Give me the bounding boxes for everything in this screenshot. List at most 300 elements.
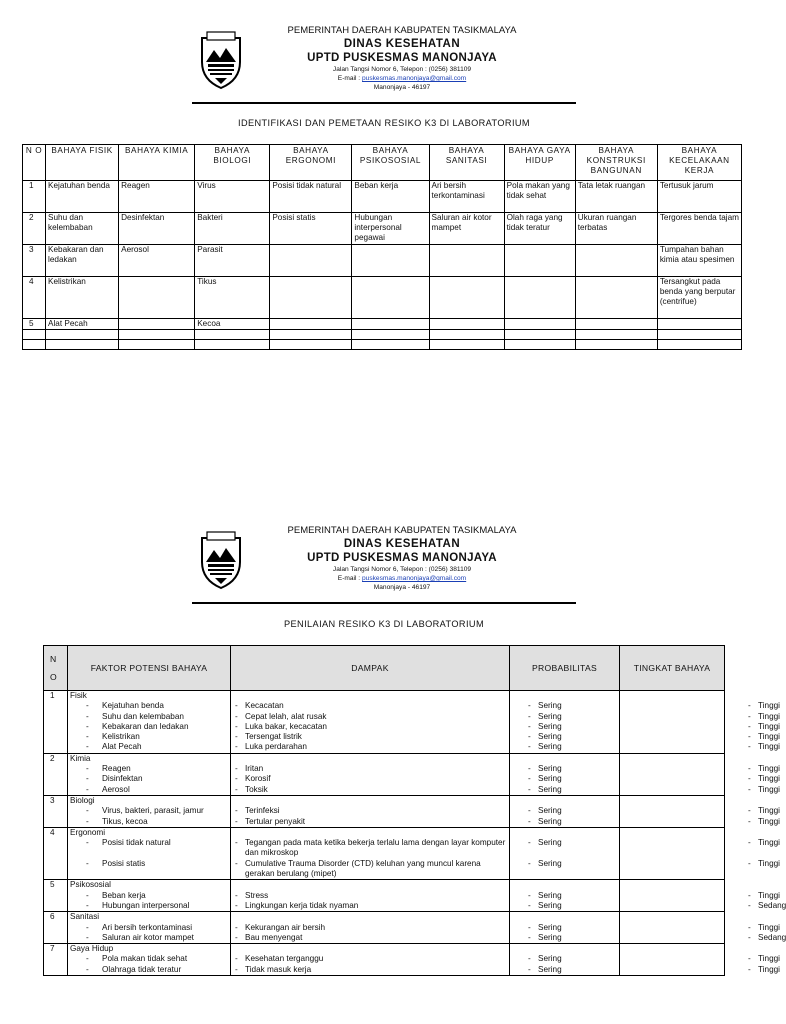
col-header: PROBABILITAS [510, 646, 620, 691]
impact-text: Korosif [245, 774, 271, 784]
letterhead-text [228, 524, 576, 592]
table-cell [429, 340, 504, 350]
group-title: Ergonomi [70, 827, 106, 837]
row-number: 5 [44, 880, 68, 912]
factor-text: Disinfektan [102, 774, 143, 784]
impact-cell [231, 912, 510, 944]
bullet-dash: - [86, 900, 89, 910]
bullet-dash: - [235, 764, 238, 774]
prob-text: Sering [538, 964, 562, 974]
table-cell: Tumpahan bahan kimia atau spesimen [657, 245, 741, 277]
bullet-dash: - [235, 964, 238, 974]
department-name: DINAS KESEHATAN [343, 38, 461, 50]
probability-cell [510, 691, 620, 754]
bullet-dash: - [748, 858, 751, 868]
table-cell: Kebakaran dan ledakan [46, 245, 119, 277]
level-text: Sedang [758, 900, 786, 910]
table-cell [429, 277, 504, 319]
list-item [233, 742, 507, 752]
table-cell [352, 319, 429, 330]
risk-group-row [44, 691, 725, 754]
unit-name: UPTD PUSKESMAS MANONJAYA [307, 52, 497, 64]
bullet-dash: - [235, 732, 238, 742]
table-cell: Tata letak ruangan [575, 181, 657, 213]
list-item [233, 764, 507, 774]
table-cell [270, 277, 352, 319]
impact-text: Stress [245, 890, 269, 900]
list-item [622, 900, 786, 911]
list-item [233, 712, 507, 722]
table-cell [23, 330, 46, 340]
group-title: Biologi [70, 795, 95, 805]
letterhead [192, 24, 576, 104]
impact-text: Kekurangan air bersih [245, 922, 326, 932]
list-item [233, 806, 507, 816]
col-header: N O [44, 646, 68, 691]
list-item [233, 901, 507, 911]
level-text: Tinggi [758, 838, 780, 848]
list-item [512, 933, 617, 943]
list-item [622, 774, 780, 784]
table-cell: Posisi statis [270, 213, 352, 245]
bullet-dash: - [528, 932, 531, 942]
table-cell [657, 330, 741, 340]
bullet-dash: - [748, 838, 751, 848]
level-text: Tinggi [758, 890, 780, 900]
prob-text: Sering [538, 858, 562, 868]
impact-text: Tersengat listrik [245, 732, 302, 742]
list-item [233, 817, 507, 827]
hazard-factor-cell [68, 691, 231, 754]
bullet-dash: - [86, 764, 89, 774]
level-text: Tinggi [758, 784, 780, 794]
risk-group-row [44, 912, 725, 944]
prob-text: Sering [538, 838, 562, 848]
document-title: IDENTIFIKASI DAN PEMETAAN RESIKO K3 DI LABORATORIUM [238, 118, 530, 128]
factor-text: Olahraga tidak teratur [102, 964, 182, 974]
list-item [70, 817, 228, 827]
level-text: Sedang [758, 932, 786, 942]
table-cell: Reagen [119, 181, 195, 213]
bullet-dash: - [86, 721, 89, 731]
impact-text: Kesehatan terganggu [245, 954, 324, 964]
bullet-dash: - [748, 774, 751, 784]
table-cell [504, 245, 575, 277]
bullet-dash: - [528, 922, 531, 932]
table-cell [504, 277, 575, 319]
impact-text: Tertular penyakit [245, 816, 306, 826]
list-item [70, 954, 228, 964]
list-item [622, 806, 780, 816]
bullet-dash: - [528, 721, 531, 731]
impact-cell [231, 753, 510, 795]
list-item [70, 838, 228, 859]
government-name: PEMERINTAH DAERAH KABUPATEN TASIKMALAYA [287, 25, 517, 36]
hazard-factor-cell [68, 944, 231, 976]
list-item [70, 933, 228, 943]
table-cell: Kecoa [195, 319, 270, 330]
prob-text: Sering [538, 774, 562, 784]
prob-text: Sering [538, 900, 562, 910]
bullet-dash: - [748, 806, 751, 816]
list-item [622, 964, 780, 975]
impact-text: Luka perdarahan [245, 742, 307, 752]
list-item [622, 890, 780, 901]
list-item [622, 922, 780, 933]
bullet-dash: - [235, 711, 238, 721]
bullet-dash: - [528, 711, 531, 721]
factor-text: Posisi tidak natural [102, 838, 171, 848]
page-identification [0, 0, 768, 500]
table-cell [270, 245, 352, 277]
table-cell [352, 340, 429, 350]
bullet-dash: - [748, 711, 751, 721]
table-cell: Suhu dan kelembaban [46, 213, 119, 245]
impact-cell [231, 944, 510, 976]
table-row [23, 181, 742, 213]
bullet-dash: - [235, 784, 238, 794]
risk-group-row [44, 795, 725, 827]
table-row [23, 340, 742, 350]
bullet-dash: - [748, 954, 751, 964]
bullet-dash: - [235, 806, 238, 816]
list-item [512, 817, 617, 827]
bullet-dash: - [528, 890, 531, 900]
impact-text: Tegangan pada mata ketika bekerja terlalu lama dengan layar komputer dan mikroskop [245, 838, 506, 858]
table-cell: Desinfektan [119, 213, 195, 245]
impact-text: Iritan [245, 764, 264, 774]
bullet-dash: - [86, 954, 89, 964]
row-number: 3 [44, 795, 68, 827]
table-cell [429, 319, 504, 330]
table-cell [575, 340, 657, 350]
hazard-factor-cell [68, 795, 231, 827]
factor-text: Kebakaran dan ledakan [102, 721, 189, 731]
table-cell: Tergores benda tajam [657, 213, 741, 245]
bullet-dash: - [748, 964, 751, 974]
list-item [70, 732, 228, 742]
impact-cell [231, 880, 510, 912]
col-header: BAHAYA KONSTRUKSI BANGUNAN [575, 145, 657, 181]
table-cell [119, 319, 195, 330]
group-title: Fisik [70, 691, 87, 700]
list-item [512, 742, 617, 752]
bullet-dash: - [235, 838, 238, 848]
bullet-dash: - [748, 900, 751, 910]
table-cell: Kelistrikan [46, 277, 119, 319]
email-label: E-mail : [337, 75, 361, 82]
header-row [23, 145, 742, 181]
list-item [233, 732, 507, 742]
hazard-factor-cell [68, 827, 231, 879]
prob-text: Sering [538, 932, 562, 942]
level-text: Tinggi [758, 764, 780, 774]
factor-text: Hubungan interpersonal [102, 900, 190, 910]
list-item [70, 712, 228, 722]
list-item [622, 711, 780, 722]
bullet-dash: - [235, 922, 238, 932]
factor-text: Virus, bakteri, parasit, jamur [102, 806, 204, 816]
list-item [233, 859, 507, 880]
bullet-dash: - [748, 742, 751, 752]
factor-text: Alat Pecah [102, 742, 142, 752]
list-item [70, 764, 228, 774]
col-header: FAKTOR POTENSI BAHAYA [68, 646, 231, 691]
group-title: Gaya Hidup [70, 944, 114, 954]
list-item [233, 774, 507, 784]
table-cell [504, 340, 575, 350]
group-title: Psikososial [70, 880, 111, 890]
table-cell: Tersangkut pada benda yang berputar (centrifue) [657, 277, 741, 319]
bullet-dash: - [86, 922, 89, 932]
col-header: N O [23, 145, 46, 181]
level-text: Tinggi [758, 954, 780, 964]
table-cell [429, 330, 504, 340]
list-item [70, 891, 228, 901]
list-item [70, 701, 228, 711]
bullet-dash: - [86, 806, 89, 816]
bullet-dash: - [86, 784, 89, 794]
bullet-dash: - [86, 774, 89, 784]
hazard-factor-cell [68, 753, 231, 795]
list-item [512, 965, 617, 975]
hazard-level-cell [620, 691, 780, 754]
list-item [512, 722, 617, 732]
document-title: PENILAIAN RESIKO K3 DI LABORATORIUM [283, 619, 484, 629]
table-cell [119, 340, 195, 350]
list-item [233, 701, 507, 711]
bullet-dash: - [528, 816, 531, 826]
table-cell: Olah raga yang tidak teratur [504, 213, 575, 245]
list-item [70, 742, 228, 752]
hazard-identification-table [22, 144, 742, 350]
prob-text: Sering [538, 701, 562, 711]
impact-cell [231, 795, 510, 827]
row-number: 7 [44, 944, 68, 976]
impact-text: Luka bakar, kecacatan [245, 721, 327, 731]
impact-cell [231, 827, 510, 879]
level-text: Tinggi [758, 732, 780, 742]
list-item [512, 785, 617, 795]
table-cell [657, 340, 741, 350]
table-cell: 3 [23, 245, 46, 277]
risk-group-row [44, 880, 725, 912]
list-item [70, 774, 228, 784]
list-item [233, 838, 507, 859]
risk-group-row [44, 753, 725, 795]
table-cell [657, 319, 741, 330]
bullet-dash: - [748, 784, 751, 794]
list-item [512, 891, 617, 901]
bullet-dash: - [235, 816, 238, 826]
prob-text: Sering [538, 784, 562, 794]
probability-cell [510, 944, 620, 976]
table-cell [352, 245, 429, 277]
impact-text: Terinfeksi [245, 806, 280, 816]
hazard-level-cell [620, 827, 780, 879]
factor-text: Beban kerja [102, 890, 146, 900]
list-item [622, 732, 780, 742]
table-cell: 5 [23, 319, 46, 330]
prob-text: Sering [538, 742, 562, 752]
list-item [512, 954, 617, 964]
table-cell [504, 330, 575, 340]
prob-text: Sering [538, 764, 562, 774]
table-cell: Bakteri [195, 213, 270, 245]
department-name: DINAS KESEHATAN [343, 538, 461, 550]
table-cell [575, 245, 657, 277]
list-item [70, 722, 228, 732]
list-item [512, 764, 617, 774]
list-item [70, 806, 228, 816]
list-item [622, 932, 786, 943]
level-text: Tinggi [758, 964, 780, 974]
bullet-dash: - [748, 932, 751, 942]
bullet-dash: - [86, 816, 89, 826]
bullet-dash: - [235, 774, 238, 784]
impact-cell [231, 691, 510, 754]
factor-text: Kelistrikan [102, 732, 140, 742]
table-cell [352, 277, 429, 319]
email-label: E-mail : [337, 575, 361, 582]
impact-text: Kecacatan [245, 701, 284, 711]
list-item [512, 901, 617, 911]
table-cell [195, 330, 270, 340]
col-header: BAHAYA PSIKOSOSIAL [352, 145, 429, 181]
city: Manonjaya - 46197 [373, 84, 431, 91]
prob-text: Sering [538, 711, 562, 721]
col-header: BAHAYA SANITASI [429, 145, 504, 181]
letterhead [192, 524, 576, 604]
table-row [23, 277, 742, 319]
list-item [512, 701, 617, 711]
prob-text: Sering [538, 806, 562, 816]
prob-text: Sering [538, 954, 562, 964]
factor-text: Aerosol [102, 784, 130, 794]
address: Jalan Tangsi Nomor 6, Telepon : (0256) 381109 [332, 66, 472, 73]
hazard-factor-cell [68, 912, 231, 944]
col-header: BAHAYA FISIK [46, 145, 119, 181]
factor-text: Tikus, kecoa [102, 816, 148, 826]
bullet-dash: - [528, 764, 531, 774]
bullet-dash: - [748, 764, 751, 774]
list-item [512, 923, 617, 933]
table-cell [575, 330, 657, 340]
table-cell [575, 277, 657, 319]
bullet-dash: - [235, 954, 238, 964]
factor-text: Suhu dan kelembaban [102, 711, 184, 721]
list-item [512, 732, 617, 742]
level-text: Tinggi [758, 721, 780, 731]
bullet-dash: - [528, 732, 531, 742]
bullet-dash: - [748, 816, 751, 826]
email-link[interactable]: puskesmas.manonjaya@gmail.com [362, 75, 467, 82]
group-title: Sanitasi [70, 912, 100, 922]
bullet-dash: - [748, 922, 751, 932]
bullet-dash: - [528, 900, 531, 910]
letterhead-text [228, 24, 576, 92]
email-link[interactable]: puskesmas.manonjaya@gmail.com [362, 575, 467, 582]
bullet-dash: - [86, 711, 89, 721]
list-item [512, 859, 617, 880]
hazard-level-cell [620, 944, 780, 976]
bullet-dash: - [235, 858, 238, 868]
unit-name: UPTD PUSKESMAS MANONJAYA [307, 552, 497, 564]
list-item [70, 901, 228, 911]
table-cell [23, 340, 46, 350]
list-item [70, 923, 228, 933]
factor-text: Kejatuhan benda [102, 701, 164, 711]
table-cell: Alat Pecah [46, 319, 119, 330]
list-item [622, 838, 780, 859]
table-cell: 4 [23, 277, 46, 319]
factor-text: Reagen [102, 764, 131, 774]
table-cell [575, 319, 657, 330]
email-line [228, 74, 576, 83]
level-text: Tinggi [758, 711, 780, 721]
list-item [622, 742, 780, 752]
prob-text: Sering [538, 732, 562, 742]
list-item [622, 784, 780, 795]
table-cell: Saluran air kotor mampet [429, 213, 504, 245]
government-name: PEMERINTAH DAERAH KABUPATEN TASIKMALAYA [287, 525, 517, 536]
bullet-dash: - [86, 964, 89, 974]
risk-assessment-table [43, 645, 786, 976]
level-text: Tinggi [758, 701, 780, 711]
bullet-dash: - [528, 838, 531, 848]
col-header: BAHAYA KIMIA [119, 145, 195, 181]
row-number: 2 [44, 753, 68, 795]
table-cell [119, 330, 195, 340]
row-number: 6 [44, 912, 68, 944]
table-cell: Parasit [195, 245, 270, 277]
list-item [512, 838, 617, 859]
bullet-dash: - [748, 890, 751, 900]
factor-text: Saluran air kotor mampet [102, 932, 194, 942]
table-cell [270, 340, 352, 350]
probability-cell [510, 880, 620, 912]
bullet-dash: - [235, 890, 238, 900]
table-cell: Beban kerja [352, 181, 429, 213]
hazard-factor-cell [68, 880, 231, 912]
table-cell: 1 [23, 181, 46, 213]
list-item [622, 764, 780, 774]
prob-text: Sering [538, 721, 562, 731]
level-text: Tinggi [758, 816, 780, 826]
table-cell [352, 330, 429, 340]
bullet-dash: - [748, 721, 751, 731]
list-item [622, 954, 780, 964]
bullet-dash: - [528, 806, 531, 816]
list-item [233, 954, 507, 964]
hazard-level-cell [620, 753, 780, 795]
bullet-dash: - [528, 701, 531, 711]
bullet-dash: - [235, 721, 238, 731]
list-item [233, 923, 507, 933]
email-line [228, 574, 576, 583]
table-cell [270, 319, 352, 330]
bullet-dash: - [528, 964, 531, 974]
hazard-level-cell [620, 795, 780, 827]
bullet-dash: - [235, 900, 238, 910]
bullet-dash: - [86, 932, 89, 942]
row-number: 4 [44, 827, 68, 879]
list-item [622, 858, 780, 880]
impact-text: Tidak masuk kerja [245, 964, 312, 974]
bullet-dash: - [528, 784, 531, 794]
impact-text: Toksik [245, 784, 268, 794]
probability-cell [510, 912, 620, 944]
